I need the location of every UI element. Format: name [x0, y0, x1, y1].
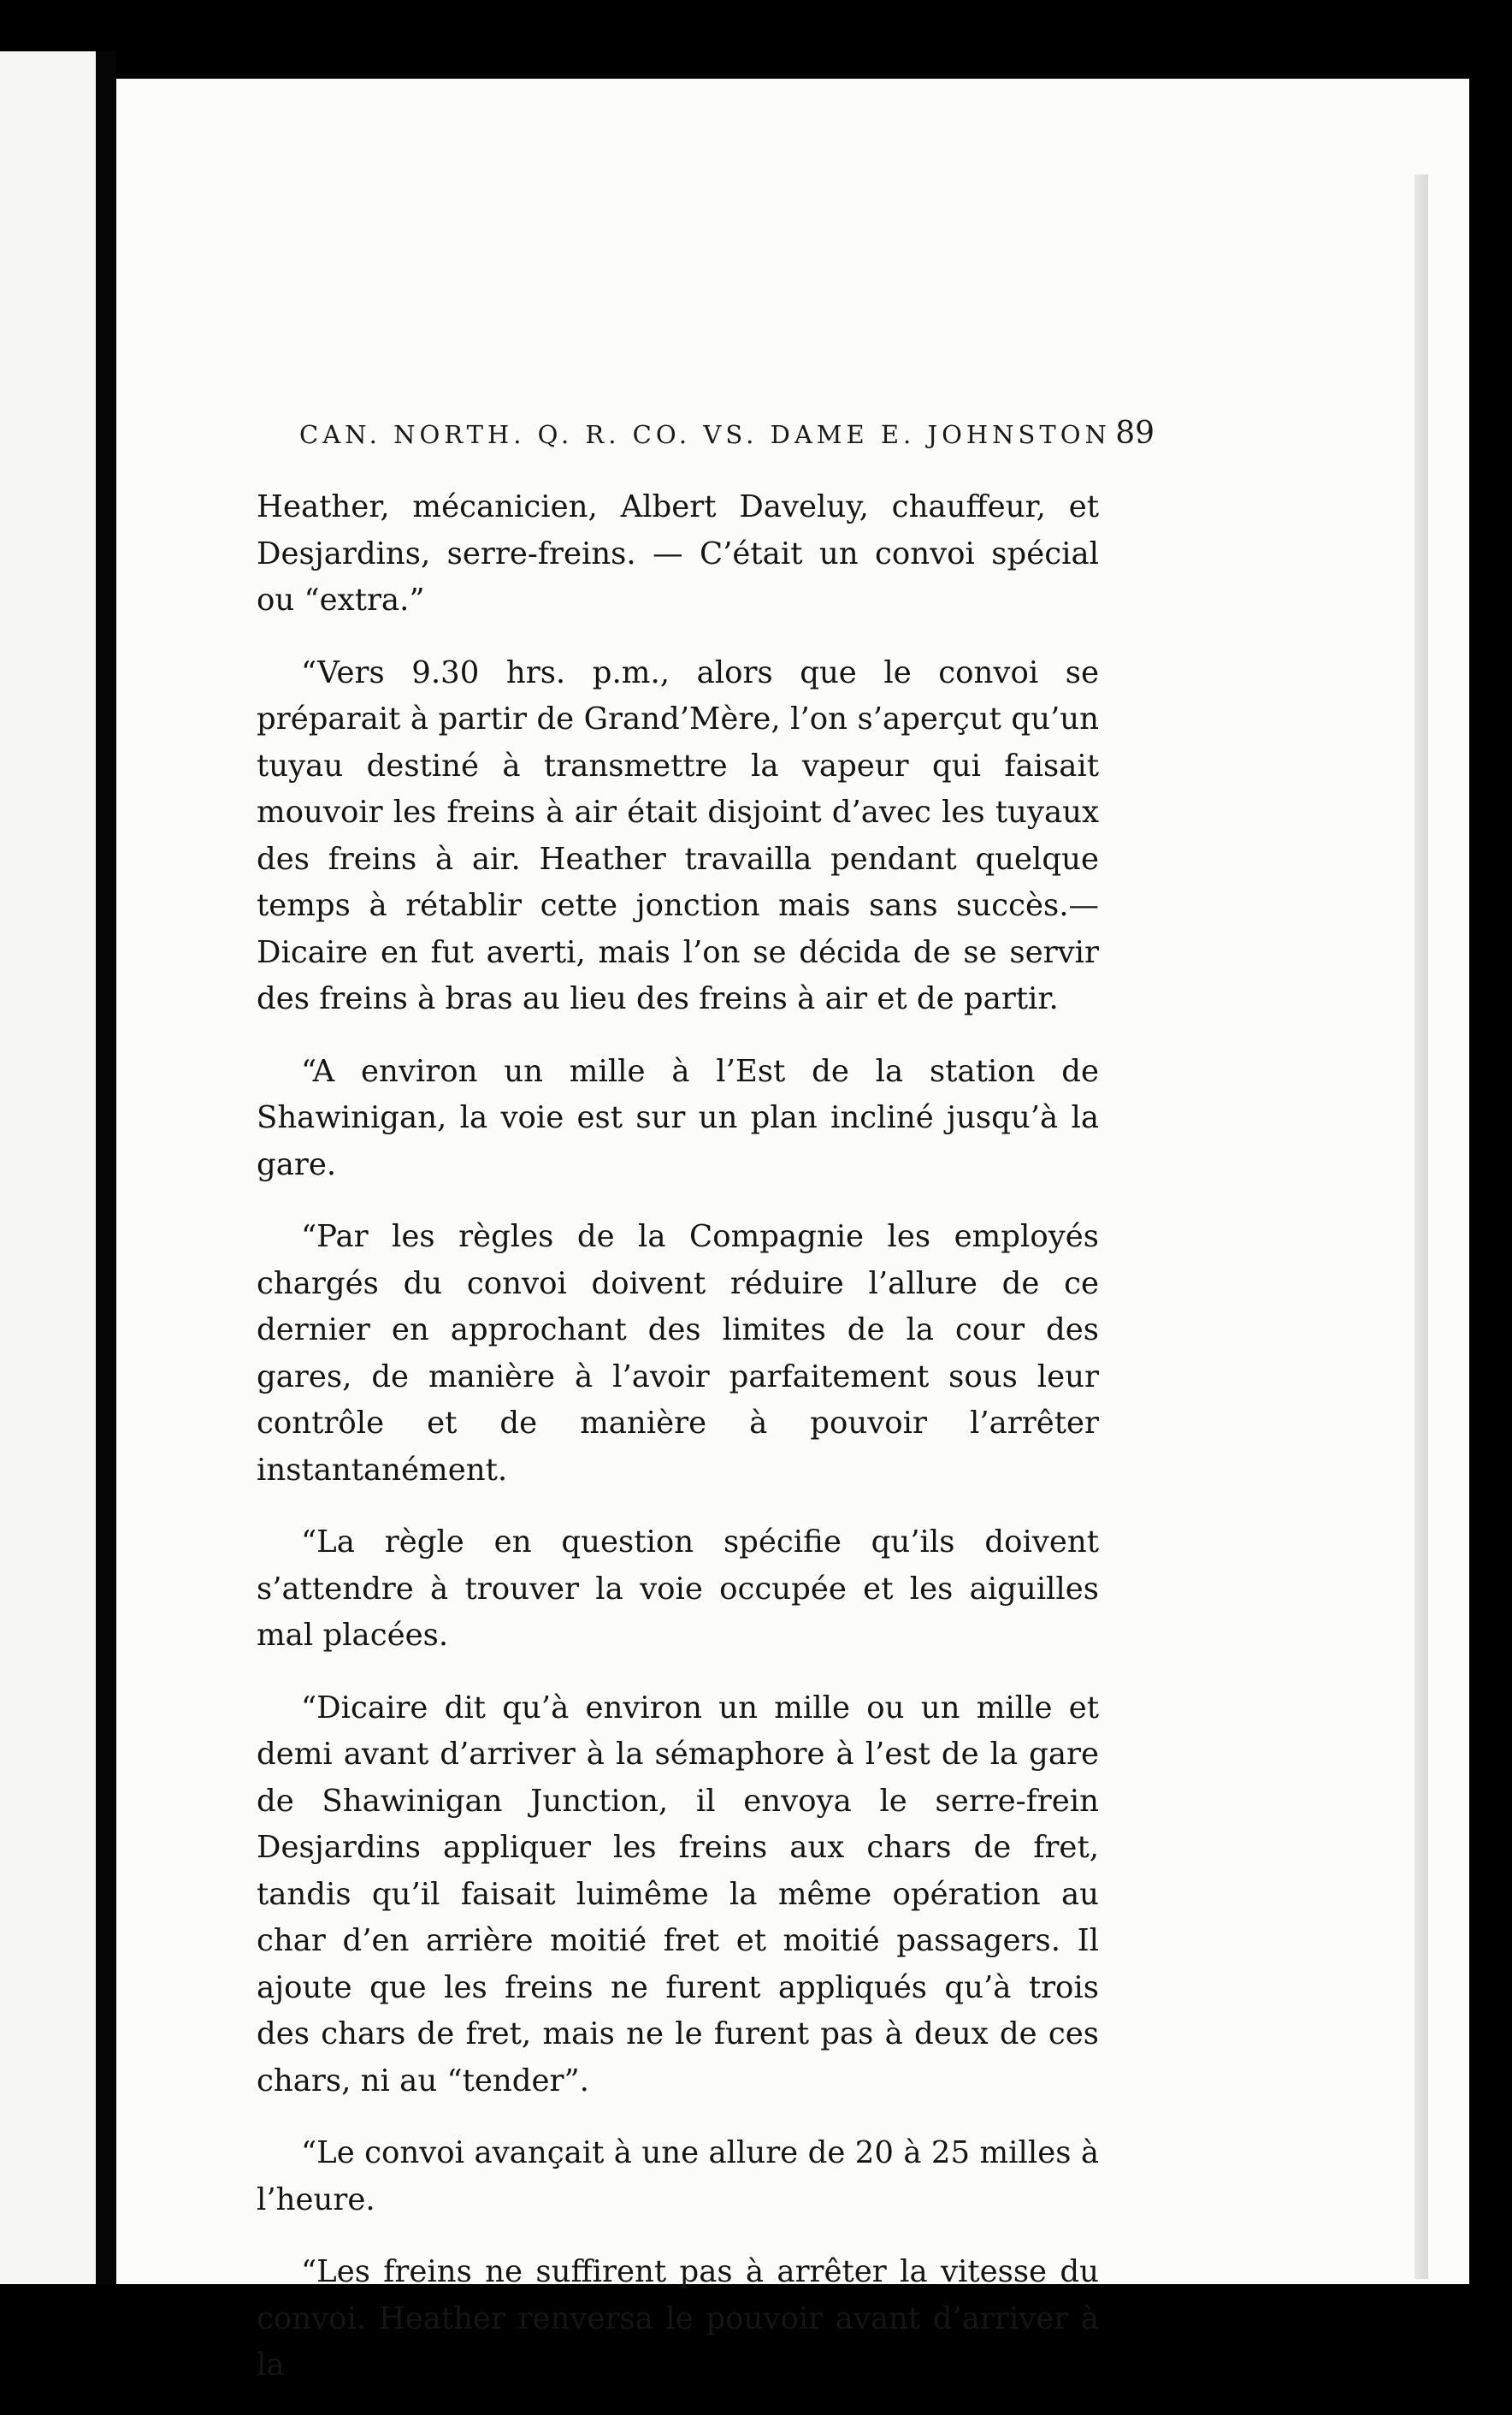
page-number: 89: [1115, 416, 1155, 451]
page-edge-shadow: [1415, 175, 1428, 2279]
paragraph-2: “Vers 9.30 hrs. p.m., alors que le convoi se préparait à partir de Grand’Mère, l’on s’aperçut qu’un tuyau destiné à transmettre la vapeur qui faisait mouvoir les freins à air était disjoint d’avec les tuyaux des freins à air. Heather travailla pendant quelque temps à rétablir cette jonction mais sans succès.—Dicaire en fut averti, mais l’on se décida de se servir des freins à bras au lieu des freins à air et de partir.: [257, 654, 1099, 1016]
paragraph-1: Heather, mécanicien, Albert Daveluy, chauffeur, et Desjardins, serre-freins. — C’était un convoi spécial ou “extra.”: [257, 489, 1099, 618]
book-gutter: [96, 51, 116, 2284]
paragraph-3: “A environ un mille à l’Est de la station de Shawinigan, la voie est sur un plan incliné jusqu’à la gare.: [257, 1053, 1099, 1182]
paragraph-6: “Dicaire dit qu’à environ un mille ou un mille et demi avant d’arriver à la sémaphore à l’est de la gare de Shawinigan Junction, il envoya le serre-frein Desjardins appliquer les freins aux chars de fret, tandis qu’il faisait luimême la même opération au char d’en arrière moitié fret et moitié passagers. Il ajoute que les freins ne furent appliqués qu’à trois des chars de fret, mais ne le furent pas à deux de ces chars, ni au “tender”.: [257, 1690, 1099, 2098]
paragraph-5: “La règle en question spécifie qu’ils doivent s’attendre à trouver la voie occupée et les aiguilles mal placées.: [257, 1524, 1099, 1653]
paragraph-8: “Les freins ne suffirent pas à arrêter la vitesse du convoi. Heather renversa le pouvoir avant d’arriver à la: [257, 2254, 1099, 2382]
paragraph-4: “Par les règles de la Compagnie les employés chargés du convoi doivent réduire l’allure de ce dernier en approchant des limites de la cour des gares, de manière à l’avoir parfaitement sous leur contrôle et de manière à pouvoir l’arrêter instantanément.: [257, 1219, 1099, 1488]
facing-page-edge: [0, 51, 96, 2284]
running-title: CAN. NORTH. Q. R. CO. VS. DAME E. JOHNSTON: [299, 420, 1111, 449]
paragraph-7: “Le convoi avançait à une allure de 20 à 25 milles à l’heure.: [257, 2135, 1099, 2217]
running-head: [299, 416, 1155, 451]
body-text: [257, 484, 1099, 2415]
